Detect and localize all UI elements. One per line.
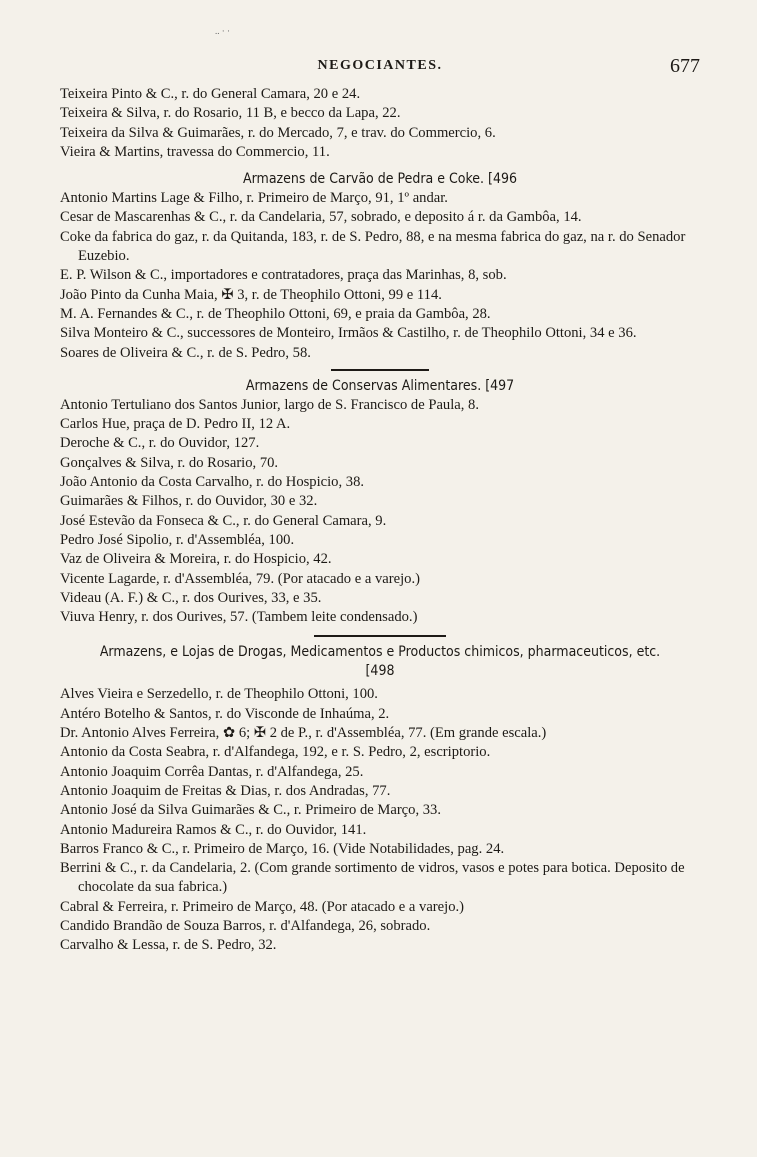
list-item: João Pinto da Cunha Maia, ✠ 3, r. de Theophilo Ottoni, 99 e 114.	[60, 286, 442, 303]
list-item: Antonio Martins Lage & Filho, r. Primeiro de Março, 91, 1º andar.	[60, 190, 448, 207]
list-item: Carlos Hue, praça de D. Pedro II, 12 A.	[60, 416, 291, 433]
list-item: Pedro José Sipolio, r. d'Assembléa, 100.	[60, 531, 295, 548]
list-item: Guimarães & Filhos, r. do Ouvidor, 30 e 32.	[60, 493, 318, 510]
list-item: Antonio José da Silva Guimarães & C., r. Primeiro de Março, 33.	[60, 802, 441, 819]
section-drugs	[60, 643, 700, 955]
list-item: Antonio Joaquim de Freitas & Dias, r. dos Andradas, 77.	[60, 782, 391, 799]
list-item: Antonio Joaquim Corrêa Dantas, r. d'Alfandega, 25.	[60, 763, 364, 780]
list-item: Videau (A. F.) & C., r. dos Ourives, 33, e 35.	[60, 589, 322, 606]
list-item: Antonio Madureira Ramos & C., r. do Ouvidor, 141.	[60, 821, 367, 838]
section-heading: Armazens de Conservas Alimentares. [497	[245, 377, 515, 394]
list-item: Gonçalves & Silva, r. do Rosario, 70.	[60, 454, 279, 471]
list-item: Barros Franco & C., r. Primeiro de Março, 16. (Vide Notabilidades, pag. 24.	[60, 840, 505, 857]
list-item: Dr. Antonio Alves Ferreira, ✿ 6; ✠ 2 de P., r. d'Assembléa, 77. (Em grande escala.)	[60, 725, 547, 742]
list-item: M. A. Fernandes & C., r. de Theophilo Ottoni, 69, e praia da Gambôa, 28.	[60, 305, 491, 322]
list-item: João Antonio da Costa Carvalho, r. do Hospicio, 38.	[60, 474, 365, 491]
list-item: Silva Monteiro & C., successores de Monteiro, Irmãos & Castilho, r. de Theophilo Ottoni, 34 e 36.	[60, 325, 637, 342]
section-coal-coke	[60, 170, 700, 363]
list-item: Cesar de Mascarenhas & C., r. da Candelaria, 57, sobrado, e deposito á r. da Gambôa, 14.	[60, 209, 582, 226]
list-item: Vieira & Martins, travessa do Commercio, 11.	[60, 143, 330, 160]
list-item: Candido Brandão de Souza Barros, r. d'Alfandega, 26, sobrado.	[60, 917, 431, 934]
ink-speck: .. · ·	[215, 26, 230, 36]
list-item: Berrini & C., r. da Candelaria, 2. (Com grande sortimento de vidros, vasos e potes para botica. Deposito de chocolate da sua fabrica.)	[60, 860, 685, 896]
list-item: Deroche & C., r. do Ouvidor, 127.	[60, 435, 260, 452]
list-item: Antéro Botelho & Santos, r. do Visconde de Inhaúma, 2.	[60, 705, 390, 722]
section-heading: Armazens, e Lojas de Drogas, Medicamentos e Productos chimicos, pharmaceuticos, etc. [498	[99, 644, 661, 680]
section-continuation	[60, 85, 700, 162]
list-item: Vaz de Oliveira & Moreira, r. do Hospicio, 42.	[60, 551, 332, 568]
section-divider	[331, 369, 429, 371]
section-divider	[314, 635, 446, 637]
list-item: Viuva Henry, r. dos Ourives, 57. (Tambem leite condensado.)	[60, 609, 418, 626]
list-item: Teixeira da Silva & Guimarães, r. do Mercado, 7, e trav. do Commercio, 6.	[60, 124, 496, 141]
list-item: Coke da fabrica do gaz, r. da Quitanda, 183, r. de S. Pedro, 88, e na mesma fabrica do gaz, na r. do Senador Euzebio.	[60, 228, 686, 265]
section-heading: Armazens de Carvão de Pedra e Coke. [496	[243, 171, 517, 188]
list-item: Alves Vieira e Serzedello, r. de Theophilo Ottoni, 100.	[60, 686, 378, 703]
list-item: Teixeira & Silva, r. do Rosario, 11 B, e becco da Lapa, 22.	[60, 105, 401, 122]
page-header	[60, 0, 700, 85]
page-number: 677	[670, 55, 700, 77]
list-item: Antonio Tertuliano dos Santos Junior, largo de S. Francisco de Paula, 8.	[60, 396, 479, 413]
list-item: Soares de Oliveira & C., r. de S. Pedro, 58.	[60, 344, 311, 361]
list-item: Antonio da Costa Seabra, r. d'Alfandega, 192, e r. S. Pedro, 2, escriptorio.	[60, 744, 491, 761]
list-item: Teixeira Pinto & C., r. do General Camara, 20 e 24.	[60, 86, 361, 102]
directory-page	[60, 0, 700, 956]
list-item: José Estevão da Fonseca & C., r. do General Camara, 9.	[60, 512, 387, 529]
running-head: NEGOCIANTES.	[317, 58, 443, 73]
section-preserves	[60, 377, 700, 628]
list-item: E. P. Wilson & C., importadores e contratadores, praça das Marinhas, 8, sob.	[60, 267, 507, 284]
list-item: Carvalho & Lessa, r. de S. Pedro, 32.	[60, 937, 277, 954]
list-item: Vicente Lagarde, r. d'Assembléa, 79. (Por atacado e a varejo.)	[60, 570, 420, 587]
list-item: Cabral & Ferreira, r. Primeiro de Março, 48. (Por atacado e a varejo.)	[60, 898, 465, 915]
